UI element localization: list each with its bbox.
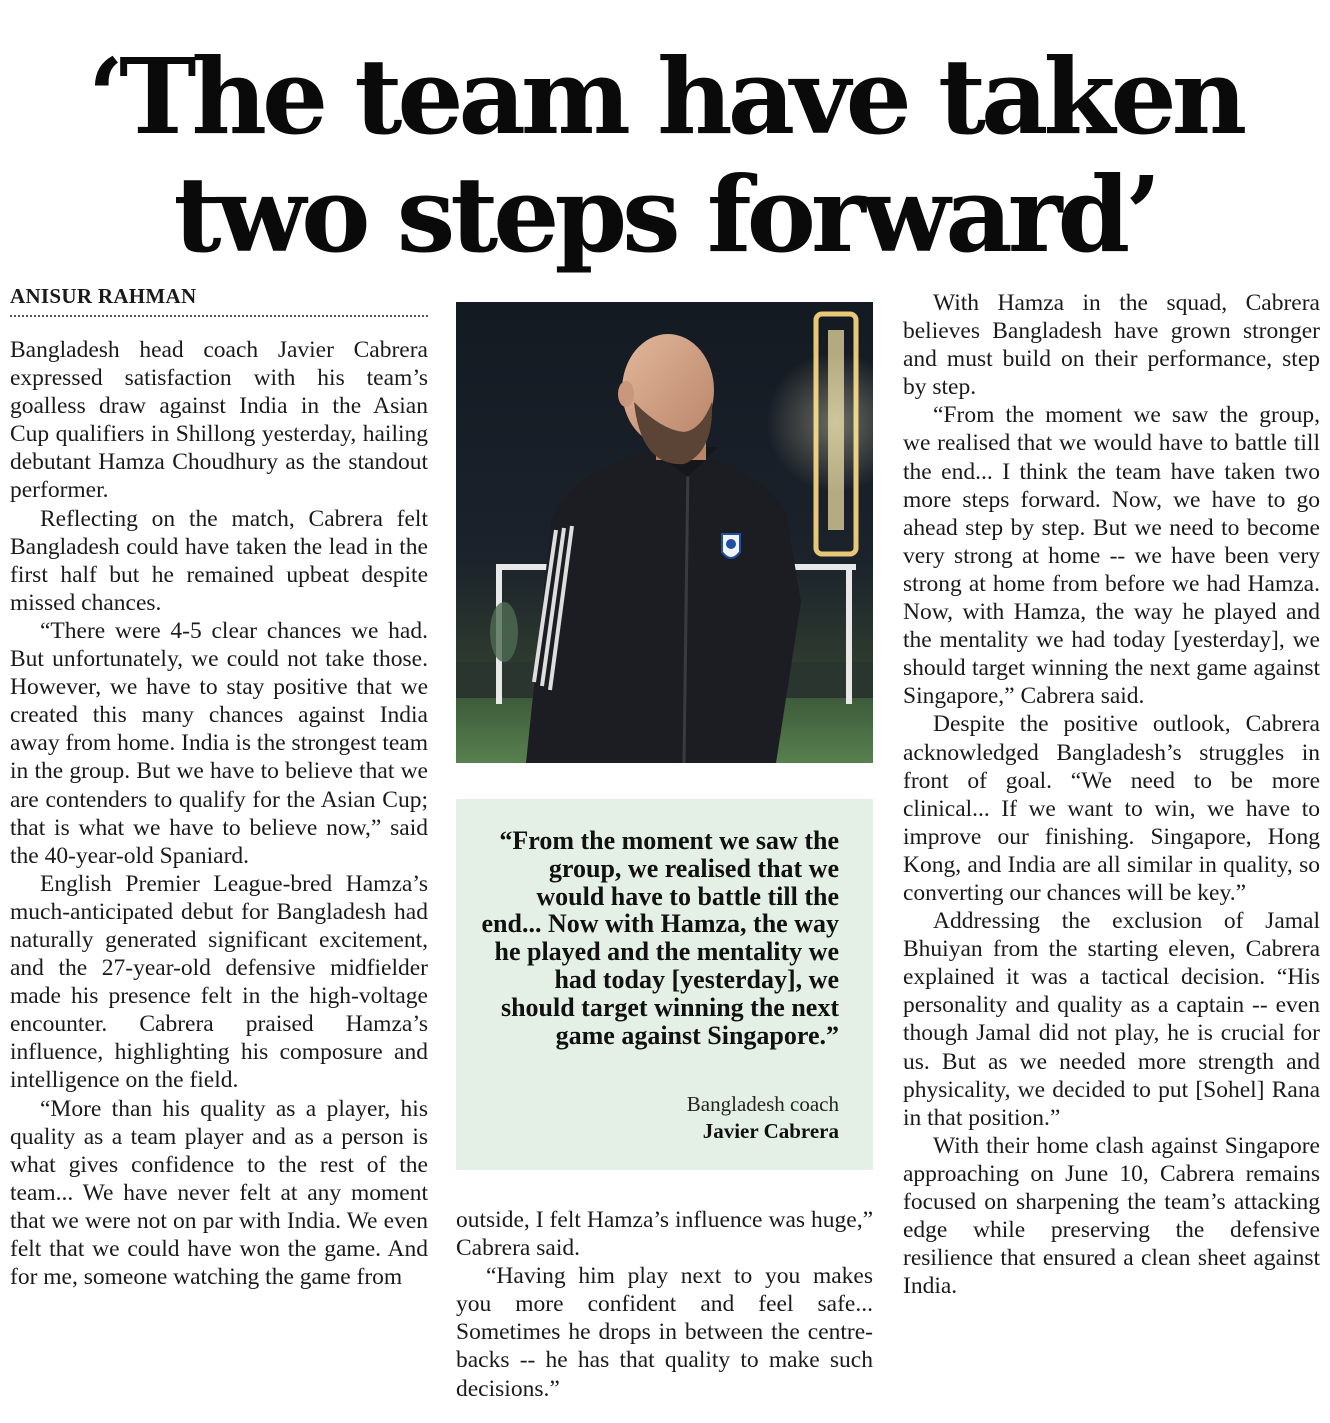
headline-line-1: ‘The team have taken: [87, 35, 1243, 158]
article-column-3: [903, 289, 1320, 1300]
paragraph: outside, I felt Hamza’s influence was huge,” Cabrera said.: [456, 1207, 873, 1262]
paragraph: Addressing the exclusion of Jamal Bhuiyan from the starting eleven, Cabrera explained it was a tactical decision. “His personality and quality as a captain -- even though Jamal did not play, he is crucial for us. But as we needed more strength and physicality, we decided to put [Sohel] Rana in that position.”: [903, 908, 1320, 1131]
paragraph: “More than his quality as a player, his quality as a team player and as a person is what gives confidence to the rest of the team... We have never felt at any moment that we were not on par with India. We even felt that we could have won the game. And for me, someone watching the game from: [10, 1095, 428, 1291]
headline-line-2: two steps forward’: [173, 153, 1157, 276]
byline: ANISUR RAHMAN: [10, 284, 428, 317]
paragraph: Bangladesh head coach Javier Cabrera expressed satisfaction with his team’s goalless draw against India in the Asian Cup qualifiers in Shillong yesterday, hailing debutant Hamza Choudhury as the standout performer.: [10, 337, 428, 504]
paragraph: Reflecting on the match, Cabrera felt Bangladesh could have taken the lead in the first half but he remained upbeat despite missed chances.: [10, 505, 428, 616]
pull-quote-name: Javier Cabrera: [702, 1119, 839, 1143]
coach-photo: [456, 302, 873, 763]
paragraph: “From the moment we saw the group, we realised that we would have to battle till the end... I think the team have taken two more steps forward. Now, we have to go ahead step by step. But we need to become very strong at home -- we have been very strong at home from before we had Hamza. Now, with Hamza, the way he played and the mentality we had today [yesterday], we should target winning the next game against Singapore,” Cabrera said.: [903, 402, 1320, 710]
paragraph: With their home clash against Singapore approaching on June 10, Cabrera remains focused on sharpening the team’s attacking edge while preserving the defensive resilience that ensured a clean sheet against India.: [903, 1132, 1320, 1300]
background-player: [490, 602, 518, 662]
goalpost-right: [846, 564, 852, 704]
pull-quote-role: Bangladesh coach: [686, 1092, 839, 1116]
article-column-1: [10, 336, 428, 1291]
paragraph: “There were 4-5 clear chances we had. But unfortunately, we could not take those. However, we have to stay positive that we created this many chances against India away from home. India is the strongest team in the group. But we have to believe that we are contenders to qualify for the Asian Cup; that is what we have to believe now,” said the 40-year-old Spaniard.: [10, 617, 428, 869]
pull-quote: [456, 799, 873, 1170]
ear: [618, 381, 634, 407]
article-column-2: [456, 1206, 873, 1403]
paragraph: English Premier League-bred Hamza’s much-anticipated debut for Bangladesh had naturally generated significant excitement, and the 27-year-old defensive midfielder made his presence felt in the high-voltage encounter. Cabrera praised Hamza’s influence, highlighting his composure and intelligence on the field.: [10, 870, 428, 1094]
badge-ball: [726, 539, 736, 549]
jacket: [526, 450, 801, 763]
light-glow: [766, 352, 873, 492]
pull-quote-text: “From the moment we saw the group, we realised that we would have to battle till the end... Now with Hamza, the way he played and the mentality we had today [yesterday], we should target winning the next game against Singapore.”: [481, 826, 839, 1050]
paragraph: With Hamza in the squad, Cabrera believes Bangladesh have grown stronger and must build on their performance, step by step.: [903, 290, 1320, 401]
coach-photo-illustration: [456, 302, 873, 763]
headline: [0, 35, 1330, 276]
paragraph: Despite the positive outlook, Cabrera acknowledged Bangladesh’s struggles in front of goal. “We need to be more clinical... If we want to win, we have to improve our finishing. Singapore, Hong Kong, and India are all similar in quality, so converting our chances will be key.”: [903, 711, 1320, 906]
paragraph: “Having him play next to you makes you more confident and feel safe... Sometimes he drops in between the centre-backs -- he has that quality to make such decisions.”: [456, 1263, 873, 1402]
